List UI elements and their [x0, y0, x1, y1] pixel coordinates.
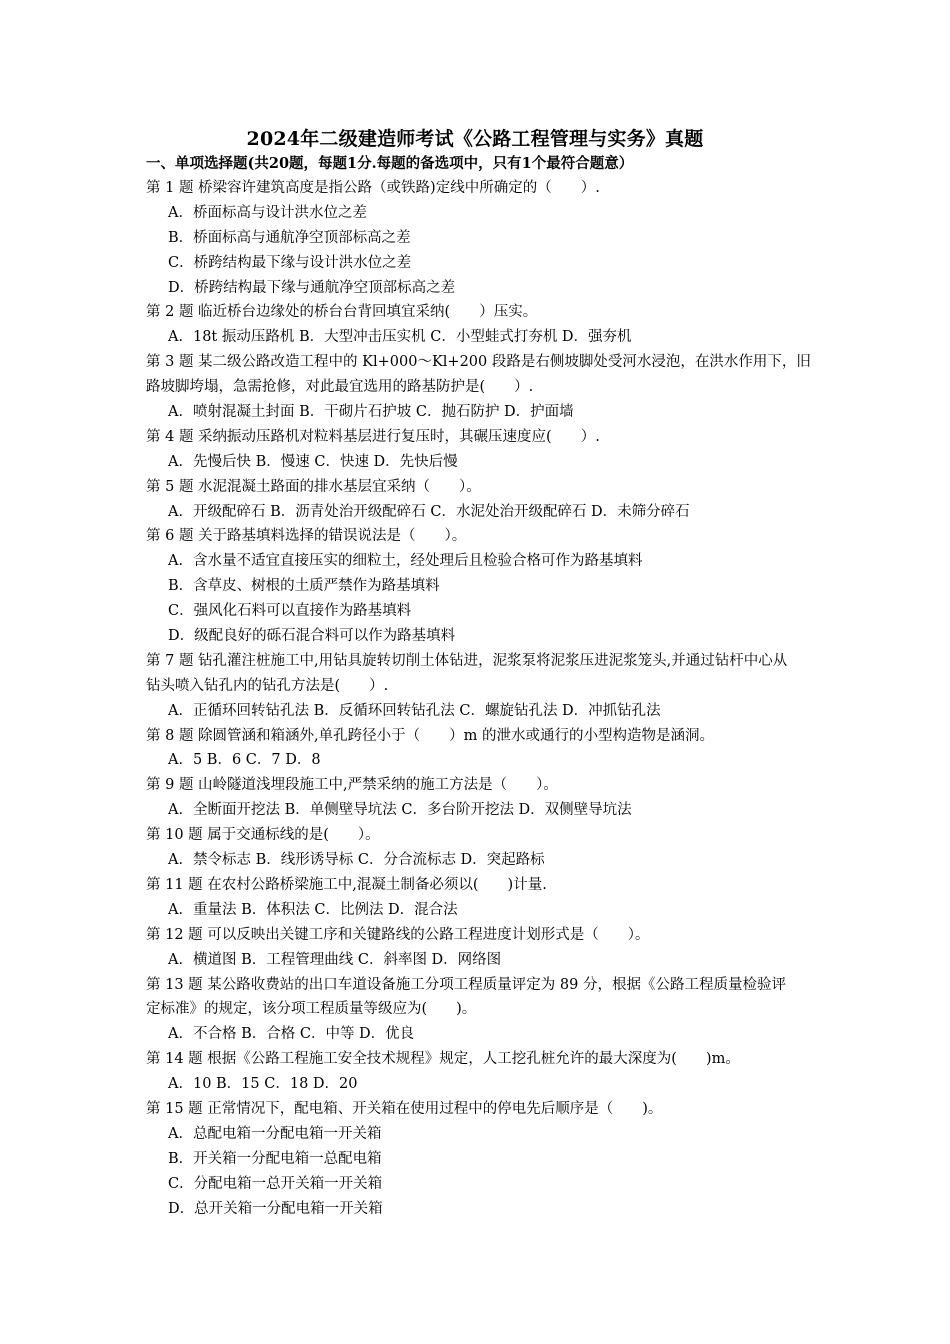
question-text: 第 11 题 在农村公路桥梁施工中,混凝土制备必须以( )计量. [146, 876, 547, 893]
question-4 [146, 425, 886, 475]
question-5 [146, 475, 886, 525]
answer-option: C．强风化石料可以直接作为路基填料 [168, 603, 412, 620]
answer-option: A．含水量不适宜直接压实的细粒土，经处理后且检验合格可作为路基填料 [168, 553, 643, 570]
question-6 [146, 524, 886, 648]
answer-option: D．桥跨结构最下缘与通航净空顶部标高之差 [168, 279, 456, 296]
answer-option: A．开级配碎石 B．沥青处治开级配碎石 C．水泥处治开级配碎石 D．未筛分碎石 [168, 503, 690, 520]
question-text: 定标准》的规定，该分项工程质量等级应为( )。 [146, 1001, 477, 1018]
question-15 [146, 1097, 886, 1221]
question-text: 第 5 题 水泥混凝土路面的排水基层宜采纳（ ）。 [146, 478, 481, 495]
question-12 [146, 923, 886, 973]
question-text: 第 1 题 桥梁容许建筑高度是指公路（或铁路)定线中所确定的（ ）. [146, 180, 600, 196]
question-text: 第 8 题 除圆管涵和箱涵外,单孔跨径小于（ ）m 的泄水或通行的小型构造物是涵洞。 [146, 727, 715, 744]
question-14 [146, 1047, 886, 1097]
answer-option: A．重量法 B．体积法 C．比例法 D．混合法 [168, 901, 458, 918]
answer-option: A．先慢后快 B．慢速 C．快速 D．先快后慢 [168, 453, 458, 470]
answer-option: A．禁令标志 B．线形诱导标 C．分合流标志 D．突起路标 [168, 852, 545, 869]
question-9 [146, 773, 886, 823]
question-7 [146, 649, 886, 724]
question-text: 第 14 题 根据《公路工程施工安全技术规程》规定，人工挖孔桩允许的最大深度为( )m。 [146, 1051, 740, 1068]
answer-option: B．开关箱一分配电箱一总配电箱 [168, 1150, 382, 1167]
question-text: 第 2 题 临近桥台边缘处的桥台台背回填宜采纳( ）压实。 [146, 304, 538, 321]
answer-option: D．总开关箱一分配电箱一开关箱 [168, 1200, 383, 1217]
answer-option: A．不合格 B．合格 C．中等 D．优良 [168, 1026, 415, 1043]
answer-option: B．桥面标高与通航净空顶部标高之差 [168, 229, 411, 246]
answer-option: A．5 B．6 C．7 D．8 [168, 752, 321, 769]
answer-option: C．桥跨结构最下缘与设计洪水位之差 [168, 254, 412, 271]
question-1 [146, 176, 886, 300]
question-10 [146, 823, 886, 873]
question-text: 第 15 题 正常情况下，配电箱、开关箱在使用过程中的停电先后顺序是（ )。 [146, 1100, 663, 1117]
answer-option: D．级配良好的砾石混合料可以作为路基填料 [168, 628, 456, 645]
section-heading: 一、单项选择题(共20题，每题1分.每题的备选项中，只有1个最符合题意） [146, 155, 634, 172]
answer-option: A．正循环回转钻孔法 B．反循环回转钻孔法 C．螺旋钻孔法 D．冲抓钻孔法 [168, 702, 661, 719]
question-8 [146, 724, 886, 774]
question-text: 第 4 题 采纳振动压路机对粒料基层进行复压时，其碾压速度应( ）. [146, 428, 600, 445]
question-text: 第 3 题 某二级公路改造工程中的 Kl+000～Kl+200 段路是右侧坡脚处受河水浸泡，在洪水作用下，旧 [146, 354, 811, 371]
answer-option: A．桥面标高与设计洪水位之差 [168, 204, 367, 221]
question-text: 第 9 题 山岭隧道浅埋段施工中,严禁采纳的施工方法是（ ）。 [146, 777, 558, 794]
question-text: 路坡脚垮塌，急需抢修，对此最宜选用的路基防护是( ）. [146, 379, 534, 396]
question-text: 第 13 题 某公路收费站的出口车道设备施工分项工程质量评定为 89 分，根据《公路工程质量检验评 [146, 976, 786, 993]
answer-option: A．18t 振动压路机 B．大型冲击压实机 C．小型蛙式打夯机 D．强夯机 [168, 329, 632, 346]
question-13 [146, 973, 886, 1048]
question-text: 钻头喷入钻孔内的钻孔方法是( ）. [146, 677, 389, 694]
answer-option: A．喷射混凝土封面 B．干砌片石护坡 C．抛石防护 D．护面墙 [168, 404, 574, 421]
question-11 [146, 873, 886, 923]
answer-option: B．含草皮、树根的土质严禁作为路基填料 [168, 578, 440, 595]
answer-option: A．10 B．15 C．18 D．20 [168, 1076, 358, 1093]
question-2 [146, 300, 886, 350]
question-text: 第 12 题 可以反映出关键工序和关键路线的公路工程进度计划形式是（ ）。 [146, 926, 650, 943]
answer-option: A．全断面开挖法 B．单侧壁导坑法 C．多台阶开挖法 D．双侧壁导坑法 [168, 802, 632, 819]
answer-option: A．总配电箱一分配电箱一开关箱 [168, 1125, 382, 1142]
question-text: 第 10 题 属于交通标线的是( ）。 [146, 827, 380, 844]
answer-option: A．横道图 B．工程管理曲线 C．斜率图 D．网络图 [168, 951, 502, 968]
answer-option: C．分配电箱一总开关箱一开关箱 [168, 1175, 383, 1192]
question-text: 第 7 题 钻孔灌注桩施工中,用钻具旋转切削土体钻进，泥浆泵将泥浆压进泥浆笼头,并通过钻杆中心从 [146, 652, 788, 669]
question-list [146, 176, 886, 1221]
page-title: 2024年二级建造师考试《公路工程管理与实务》真题 [246, 128, 704, 150]
question-text: 第 6 题 关于路基填料选择的错误说法是（ ）。 [146, 528, 467, 545]
question-3 [146, 350, 886, 425]
